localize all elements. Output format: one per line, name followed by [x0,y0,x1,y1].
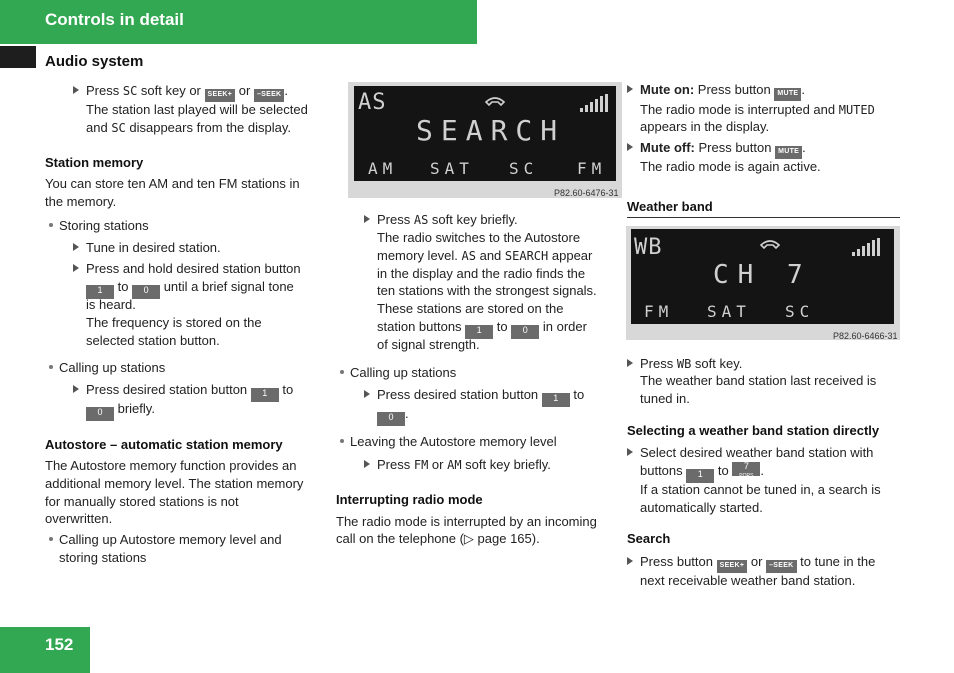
bullet-icon [49,365,53,369]
figure-caption: P82.60-6476-31 [554,188,619,198]
step-as: Press AS soft key briefly. [364,211,518,229]
step-note: selected station button. [86,333,220,348]
body-text: additional memory level. The station memory [45,476,304,491]
step-press: Press desired station button 1 to [73,381,293,402]
step-wb-line: The weather band station last received is [640,373,877,388]
button-1-key: 1 [542,393,570,407]
button-0-key: 0 [132,285,160,299]
step-wb-line: tuned in. [640,391,690,406]
phone-icon [759,237,781,249]
button-1-key: 1 [465,325,493,339]
intro-step: Press SC soft key or SEEK+ or –SEEK . [73,82,288,102]
figure-caption: P82.60-6466-31 [833,331,898,341]
display-mode: WB [634,235,663,260]
section-title-audio-system: Audio system [45,53,144,70]
heading-rule [627,217,900,218]
radio-display-weather-band [626,226,900,340]
softkey-label: SC [785,302,815,321]
body-text: You can store ten AM and ten FM stations in [45,176,300,191]
arrow-icon [364,390,370,398]
step-search: Press button SEEK+ or –SEEK to tune in the [627,553,875,573]
arrow-icon [627,359,633,367]
bullet-icon [340,439,344,443]
signal-strength-icon [852,238,882,256]
step-as-line: The radio switches to the Autostore [377,230,581,245]
bullet-storing-stations: Storing stations [49,217,149,235]
display-main-text: CH 7 [713,260,812,290]
step-wb: Press WB soft key. [627,355,742,373]
step-mute-on-line: appears in the display. [640,119,770,134]
mute-key: MUTE [775,146,802,159]
display-screen [631,229,894,324]
arrow-icon [627,448,633,456]
step-mute-on-line: The radio mode is interrupted and MUTED [640,102,875,117]
step-note: The frequency is stored on the [86,315,262,330]
bullet-autostore: Calling up Autostore memory level and [49,531,282,549]
button-1-key: 1 [86,285,114,299]
step-search-line: next receivable weather band station. [640,573,856,588]
step-as-line: of signal strength. [377,337,480,352]
display-main-text: SEARCH [416,114,566,147]
heading-interrupting-radio-mode: Interrupting radio mode [336,492,483,507]
display-screen [354,86,616,181]
button-1-key: 1 [251,388,279,402]
button-7-key: 7 PQRS [732,462,760,476]
softkey-label: FM [644,302,674,321]
signal-strength-icon [580,94,610,112]
button-0-key: 0 [511,325,539,339]
step-select-line: automatically started. [640,500,763,515]
seek-plus-key: SEEK+ [205,89,236,102]
step-press-line: 0 . [377,405,409,426]
step-select-line: buttons 1 to 7 PQRS . [640,462,764,483]
arrow-icon [73,264,79,272]
seek-minus-key: –SEEK [254,89,284,102]
bullet-icon [340,370,344,374]
button-0-key: 0 [86,407,114,421]
bullet-autostore-line: storing stations [59,550,147,565]
body-text: call on the telephone (▷ page 165). [336,531,540,546]
arrow-icon [364,215,370,223]
body-text: the memory. [45,194,117,209]
heading-search: Search [627,531,671,546]
seek-plus-key: SEEK+ [717,560,748,573]
heading-station-memory: Station memory [45,155,144,170]
phone-icon [484,94,504,104]
heading-weather-band: Weather band [627,199,713,214]
softkey-label: SAT [430,159,474,178]
step-as-line: station buttons 1 to 0 in order [377,318,587,339]
heading-selecting-weather-band: Selecting a weather band station directly [627,423,880,438]
step-as-line: These stations are stored on the [377,301,564,316]
button-1-key: 1 [686,469,714,483]
arrow-icon [627,143,633,151]
step-mute-on: Mute on: Press button MUTE . [627,81,805,101]
step-mute-off-line: The radio mode is again active. [640,159,821,174]
section-marker [0,46,36,68]
softkey-label: FM [577,159,607,178]
step-as-line: in the display and the radio finds the [377,266,586,281]
step-mute-off: Mute off: Press button MUTE . [627,139,806,159]
intro-line: The station last played will be selected [86,102,308,117]
step-select: Select desired weather band station with [627,444,873,462]
seek-minus-key: –SEEK [766,560,796,573]
step-hold-line: 1 to 0 until a brief signal tone [86,278,294,299]
arrow-icon [627,557,633,565]
page-header-title: Controls in detail [45,10,184,29]
softkey-label: SAT [707,302,751,321]
step-tune: Tune in desired station. [73,239,221,257]
step-as-line: memory level. AS and SEARCH appear [377,248,593,263]
arrow-icon [364,460,370,468]
body-text: for manually stored stations is not [45,494,239,509]
step-leave: Press FM or AM soft key briefly. [364,456,551,474]
arrow-icon [73,86,79,94]
step-as-line: ten stations with the strongest signals. [377,283,597,298]
step-press-line: 0 briefly. [86,400,155,421]
step-hold: Press and hold desired station button [73,260,301,278]
softkey-label: SC [509,159,539,178]
body-text: overwritten. [45,511,113,526]
arrow-icon [627,85,633,93]
mute-key: MUTE [774,88,801,101]
arrow-icon [73,385,79,393]
bullet-icon [49,223,53,227]
step-hold-line: is heard. [86,297,136,312]
page-number: 152 [45,635,74,654]
bullet-leaving-autostore: Leaving the Autostore memory level [340,433,557,451]
bullet-icon [49,537,53,541]
display-mode: AS [358,90,387,115]
softkey-label: AM [368,159,398,178]
radio-display-search [348,82,622,198]
bullet-calling-up-stations: Calling up stations [49,359,165,377]
bullet-calling-up-stations: Calling up stations [340,364,456,382]
step-select-line: If a station cannot be tuned in, a search is [640,482,881,497]
body-text: The Autostore memory function provides an [45,458,297,473]
intro-line: and SC disappears from the display. [86,120,291,135]
body-text: The radio mode is interrupted by an incoming [336,514,597,529]
step-press: Press desired station button 1 to [364,386,584,407]
button-0-key: 0 [377,412,405,426]
arrow-icon [73,243,79,251]
heading-autostore: Autostore – automatic station memory [45,437,283,452]
